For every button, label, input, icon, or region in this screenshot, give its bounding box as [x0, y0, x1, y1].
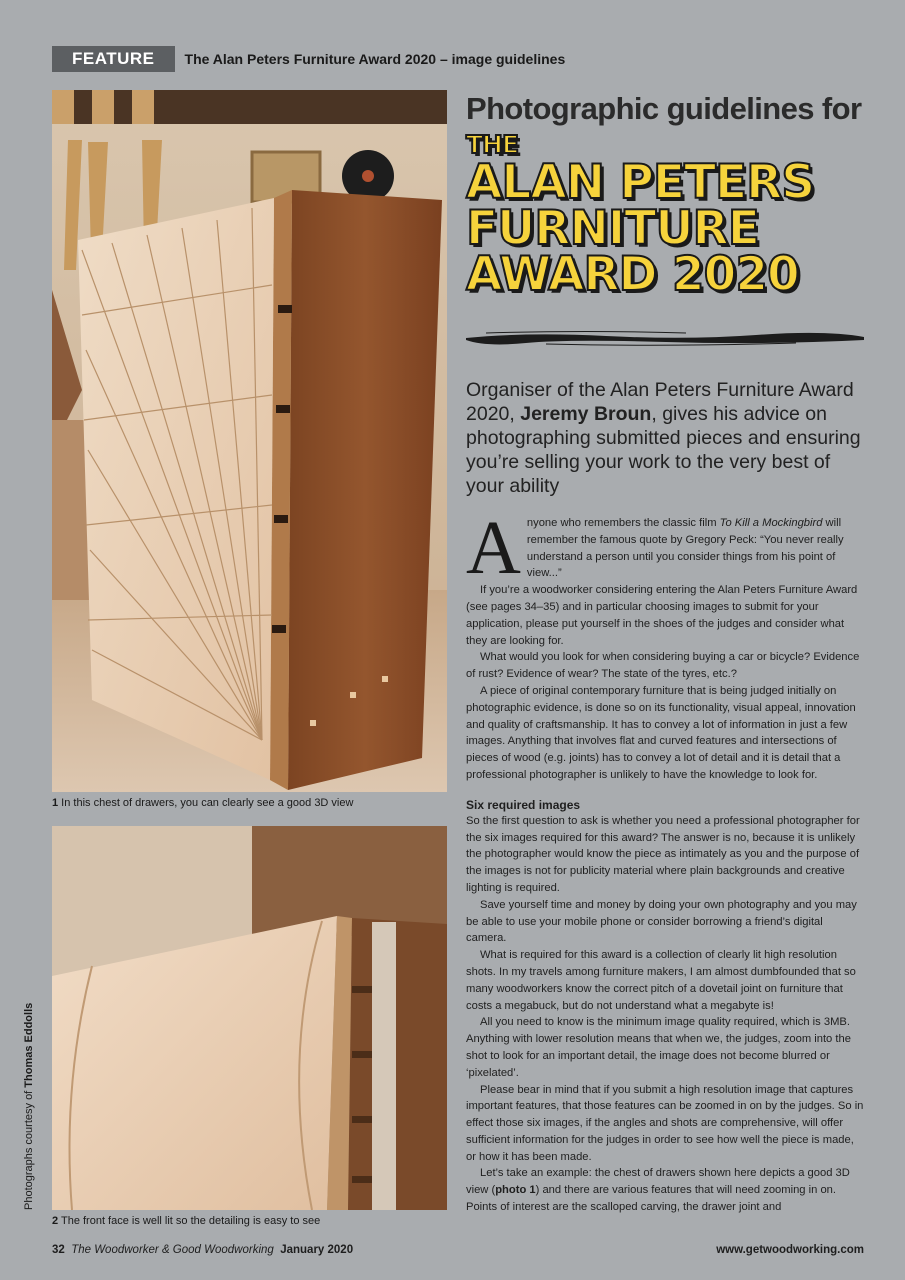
- page-number: 32: [52, 1244, 65, 1256]
- caption-photo-1: [52, 797, 353, 809]
- caption-1-text: In this chest of drawers, you can clearly see a good 3D view: [58, 797, 354, 809]
- running-title: The Alan Peters Furniture Award 2020 – image guidelines: [184, 51, 566, 67]
- credit-name: Thomas Eddolls: [23, 1002, 35, 1088]
- award-title-line-1: THE: [466, 130, 519, 159]
- standfirst: [466, 378, 866, 498]
- award-title-line-3: FURNITURE: [466, 201, 759, 256]
- award-title-line-2: ALAN PETERS: [466, 155, 815, 210]
- standfirst-post: , gives his advice on photographing submitted pieces and ensuring you’re selling your work to the very best of your ability: [466, 403, 861, 497]
- award-title-line-4: AWARD 2020: [466, 247, 799, 302]
- paragraph-6: Save yourself time and money by doing your own photography and you may be able to use your mobile phone or consider borrowing a friend’s digital camera.: [466, 898, 857, 945]
- p10-part-b: ) and there are various features that will need zooming in on. Points of interest are the scalloped carving, the drawer joint and: [466, 1184, 836, 1214]
- magazine-name: The Woodworker & Good Woodworking: [71, 1244, 274, 1256]
- drop-cap: A: [466, 506, 521, 590]
- paragraph-10: [466, 1165, 864, 1215]
- feature-tag: FEATURE: [52, 46, 175, 72]
- photo-front-face-detail: [52, 826, 447, 1210]
- photo-reference: photo 1: [495, 1184, 536, 1197]
- paragraph-1: [466, 506, 864, 590]
- photo-chest-of-drawers: [52, 90, 447, 792]
- issue-date: January 2020: [280, 1244, 354, 1256]
- paragraph-3: What would you look for when considering buying a car or bicycle? Evidence of rust? Evidence of wear? The state of the tyres, etc.?: [466, 651, 860, 681]
- page-footer: [52, 1244, 864, 1256]
- credit-prefix: Photographs courtesy of: [23, 1087, 35, 1210]
- subheading-six-images: Six required images: [466, 797, 581, 812]
- paragraph-2: If you’re a woodworker considering entering the Alan Peters Furniture Award (see pages 34–35) and in particular choosing images to submit for your application, please put yourself in the shoes of the judges and consider what they are looking for.: [466, 584, 858, 647]
- paragraph-4: A piece of original contemporary furniture that is being judged initially on photographic evidence, is done so on its functionality, visual appeal, innovation and quality of craftsmanship. It has to convey a lot of information in just a few images. Anything that involves flat and curved features and intersections of pieces of wood (e.g. joints) has to convey a lot of detail and it is detail that a professional photographer is unlikely to have the knowledge to look for.: [466, 684, 856, 781]
- p10-part-a: Let’s take an example: the chest of drawers shown here depicts a good 3D view (: [466, 1167, 850, 1197]
- paragraph-8: All you need to know is the minimum image quality required, which is 3MB. Anything with lower resolution means that when we, the judges, zoom into the shot to look for an important detail, the image does not become blurred or ‘pixelated’.: [466, 1016, 851, 1079]
- p1-part-a: nyone who remembers the classic film: [526, 517, 720, 529]
- paragraph-5: So the first question to ask is whether you need a professional photographer for the six images required for this award? The answer is no, because it is unlikely the photographer would know the piece as intimately as you and the purpose of the images is not for publicity material where plain backgrounds and creative lighting is required.: [466, 814, 860, 894]
- author-name: Jeremy Broun: [520, 403, 652, 425]
- paragraph-7: What is required for this award is a collection of clearly lit high resolution shots. In my travels among furniture makers, I am almost dumbfounded that so many woodworkers know the correct pitch of a dovetail joint on furniture that costs a megabuck, but do not understand what a megabyte is!: [466, 949, 856, 1012]
- footer-left: [52, 1244, 353, 1256]
- caption-1-number: 1: [52, 797, 59, 809]
- photo-credit: [23, 1003, 35, 1210]
- caption-2-number: 2: [52, 1215, 59, 1227]
- article-body: [466, 506, 864, 1216]
- film-title: To Kill a Mockingbird: [719, 517, 823, 529]
- p1-part-b: will remember the famous quote by Gregory Peck: “You never really understand a person until you consider things from his point of view...”: [526, 517, 844, 580]
- award-title: [466, 130, 866, 302]
- caption-2-text: The front face is well lit so the detailing is easy to see: [58, 1215, 321, 1227]
- caption-photo-2: [52, 1215, 320, 1227]
- standfirst-pre: Organiser of the Alan Peters Furniture Award 2020,: [466, 379, 854, 425]
- website-url: www.getwoodworking.com: [716, 1244, 864, 1256]
- paragraph-9: Please bear in mind that if you submit a high resolution image that captures important features, that those features can be zoomed in on by the judges. So in effect those six images, if the angles and shots are comprehensive, will offer sufficient information for the judges in order to see how well the piece is made, or how it has been made.: [466, 1083, 864, 1163]
- brush-stroke-divider: [466, 328, 864, 348]
- header-bar: [52, 46, 565, 72]
- headline: Photographic guidelines for: [466, 91, 862, 126]
